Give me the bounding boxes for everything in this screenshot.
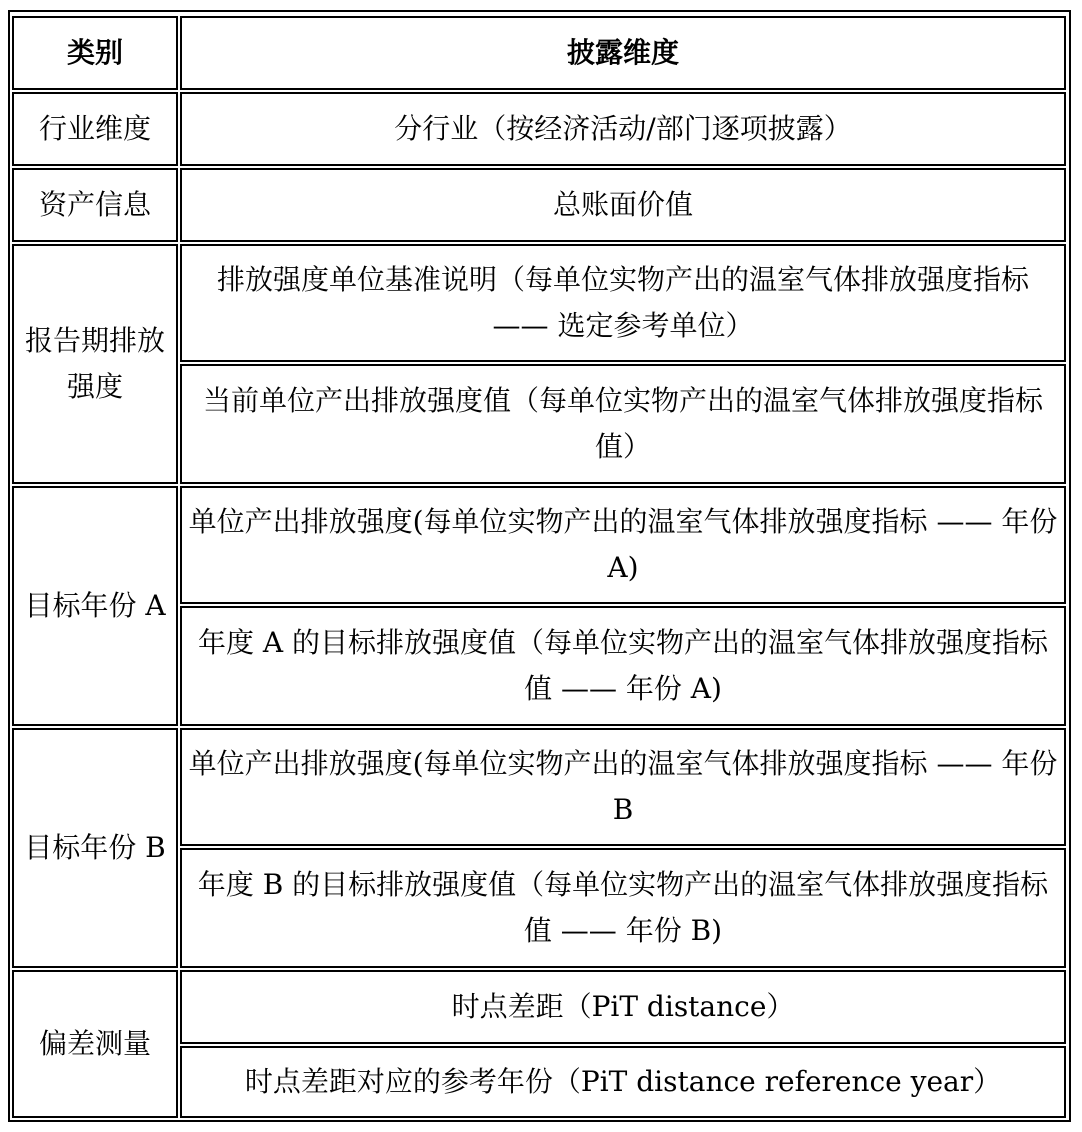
header-category-label: 类别 — [66, 36, 123, 69]
row-category-target-a — [12, 486, 178, 726]
item-label: 总账面价值 — [552, 188, 693, 221]
row-category-deviation — [12, 970, 178, 1118]
item-label: 单位产出排放强度(每单位实物产出的温室气体排放强度指标 —— 年份 B — [188, 747, 1058, 826]
item-label: 年度 A 的目标排放强度值（每单位实物产出的温室气体排放强度指标值 —— 年份 A) — [197, 626, 1049, 705]
header-category — [12, 16, 178, 90]
item-label: 单位产出排放强度(每单位实物产出的温室气体排放强度指标 —— 年份 A) — [188, 505, 1058, 584]
row-category-assets — [12, 168, 178, 242]
row-item-pit-distance — [180, 970, 1066, 1044]
row-category-industry — [12, 92, 178, 166]
row-category-target-b — [12, 728, 178, 968]
row-item-target-a-intensity — [180, 486, 1066, 604]
row-item-assets — [180, 168, 1066, 242]
item-label: 排放强度单位基准说明（每单位实物产出的温室气体排放强度指标 —— 选定参考单位） — [216, 263, 1029, 342]
item-label: 分行业（按经济活动/部门逐项披露） — [394, 112, 852, 145]
row-item-target-b-intensity — [180, 728, 1066, 846]
row-item-target-a-value — [180, 606, 1066, 726]
category-label: 报告期排放强度 — [24, 324, 165, 403]
category-label: 目标年份 B — [24, 831, 166, 864]
item-label: 时点差距对应的参考年份（PiT distance reference year） — [244, 1065, 1002, 1098]
row-item-intensity-basis — [180, 244, 1066, 362]
row-item-industry — [180, 92, 1066, 166]
item-label: 时点差距（PiT distance） — [451, 990, 795, 1023]
item-label: 年度 B 的目标排放强度值（每单位实物产出的温室气体排放强度指标值 —— 年份 B) — [197, 868, 1049, 947]
row-category-reporting-intensity — [12, 244, 178, 484]
category-label: 资产信息 — [38, 188, 151, 221]
header-dimension-label: 披露维度 — [566, 36, 679, 69]
row-item-target-b-value — [180, 848, 1066, 968]
category-label: 行业维度 — [38, 112, 151, 145]
row-item-pit-reference-year — [180, 1046, 1066, 1118]
header-dimension — [180, 16, 1066, 90]
item-label: 当前单位产出排放强度值（每单位实物产出的温室气体排放强度指标值） — [202, 384, 1043, 463]
row-item-intensity-current — [180, 364, 1066, 484]
category-label: 目标年份 A — [24, 589, 166, 622]
category-label: 偏差测量 — [38, 1027, 151, 1060]
